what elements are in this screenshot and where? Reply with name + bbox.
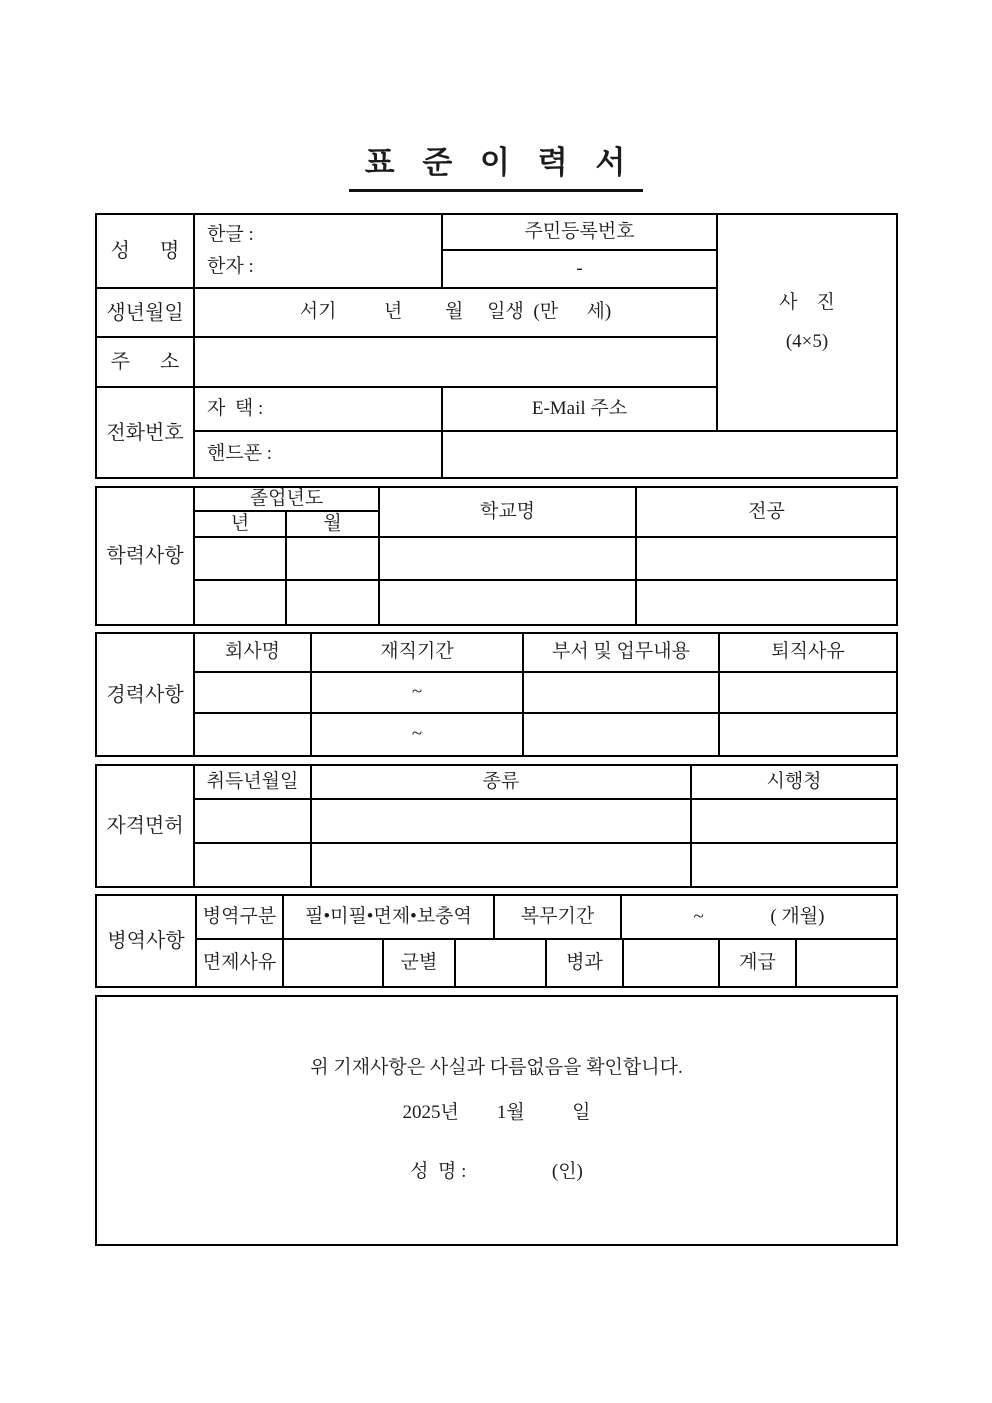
reason-header: 퇴직사유: [720, 634, 896, 673]
edu-row1-school-cell: [380, 538, 637, 581]
photo-box: [718, 215, 896, 432]
phone-mobile-value-cell: [443, 432, 896, 477]
education-table: [95, 486, 898, 626]
birth-value-cell: 서기 년 월 일생 (만 세): [195, 289, 718, 338]
military-branch-label: 군별: [384, 940, 456, 986]
license-row1-type-cell: [312, 800, 692, 844]
document-title: 표 준 이 력 서: [349, 137, 644, 192]
career-row1-reason-cell: [720, 673, 896, 714]
name-hangul-label: 한글 :: [207, 223, 254, 245]
military-category-label: 병역구분: [197, 896, 284, 938]
career-row1-period-cell: ~: [312, 673, 524, 714]
photo-size-label: (4×5): [785, 330, 829, 352]
career-row2-reason-cell: [720, 714, 896, 755]
career-row1-dept-cell: [524, 673, 720, 714]
career-table: [95, 632, 898, 757]
grad-year-header: 년: [195, 512, 287, 538]
edu-row1-major-cell: [637, 538, 896, 581]
name-input-cell: [195, 215, 443, 289]
phone-label: 전화번호: [97, 388, 195, 477]
military-section-label: 병역사항: [97, 896, 197, 986]
military-row-1: [197, 896, 896, 940]
declaration-statement: 위 기재사항은 사실과 다름없음을 확인합니다.: [310, 1057, 683, 1078]
career-row2-dept-cell: [524, 714, 720, 755]
declaration-box: [95, 995, 898, 1246]
edu-row1-month-cell: [287, 538, 380, 581]
school-header: 학교명: [380, 488, 637, 538]
grad-month-header: 월: [287, 512, 380, 538]
military-table: [95, 894, 898, 988]
education-section-label: 학력사항: [97, 488, 195, 624]
photo-label: 사 진: [779, 291, 835, 313]
military-right-area: [197, 896, 896, 986]
period-header: 재직기간: [312, 634, 524, 673]
license-type-header: 종류: [312, 766, 692, 800]
address-label: 주 소: [97, 338, 195, 388]
grad-date-header: 졸업년도: [195, 488, 380, 512]
military-row-2: [197, 940, 896, 986]
military-period-label: 복무기간: [495, 896, 622, 938]
license-row2-type-cell: [312, 844, 692, 886]
license-section-label: 자격면허: [97, 766, 195, 886]
edu-row2-school-cell: [380, 581, 637, 624]
declaration-date-line: 2025년 1월 일: [402, 1102, 591, 1123]
license-agency-header: 시행청: [692, 766, 896, 800]
career-row2-period-cell: ~: [312, 714, 524, 755]
edu-row2-year-cell: [195, 581, 287, 624]
dept-header: 부서 및 업무내용: [524, 634, 720, 673]
phone-home-cell: 자 택 :: [195, 388, 443, 432]
military-exemption-label: 면제사유: [197, 940, 284, 986]
edu-row2-major-cell: [637, 581, 896, 624]
license-row1-date-cell: [195, 800, 312, 844]
name-hanja-label: 한자 :: [207, 255, 254, 277]
rrn-value-cell: -: [443, 251, 718, 289]
document-title-wrap: [0, 137, 992, 192]
license-row2-date-cell: [195, 844, 312, 886]
military-rank-label: 계급: [720, 940, 797, 986]
license-row2-agency-cell: [692, 844, 896, 886]
military-period-value-cell: ~ ( 개월): [693, 905, 825, 927]
major-header: 전공: [637, 488, 896, 538]
declaration-signature-line: 성 명 : (인): [410, 1161, 583, 1182]
military-category-options: 필•미필•면제•보충역: [284, 896, 495, 938]
military-branch-value-cell: [456, 940, 547, 986]
edu-row2-month-cell: [287, 581, 380, 624]
license-date-header: 취득년월일: [195, 766, 312, 800]
name-label: 성 명: [97, 215, 195, 289]
career-section-label: 경력사항: [97, 634, 195, 755]
company-header: 회사명: [195, 634, 312, 673]
military-rank-value-cell: [797, 940, 896, 986]
career-row1-company-cell: [195, 673, 312, 714]
military-exemption-value-cell: [284, 940, 384, 986]
personal-info-table: [95, 213, 898, 479]
edu-row1-year-cell: [195, 538, 287, 581]
career-row2-company-cell: [195, 714, 312, 755]
military-specialty-value-cell: [624, 940, 720, 986]
address-value-cell: [195, 338, 718, 388]
phone-mobile-cell: 핸드폰 :: [195, 432, 443, 477]
rrn-header: 주민등록번호: [443, 215, 718, 251]
license-row1-agency-cell: [692, 800, 896, 844]
birth-label: 생년월일: [97, 289, 195, 338]
license-table: [95, 764, 898, 888]
military-specialty-label: 병과: [547, 940, 624, 986]
email-header-cell: E-Mail 주소: [443, 388, 718, 432]
